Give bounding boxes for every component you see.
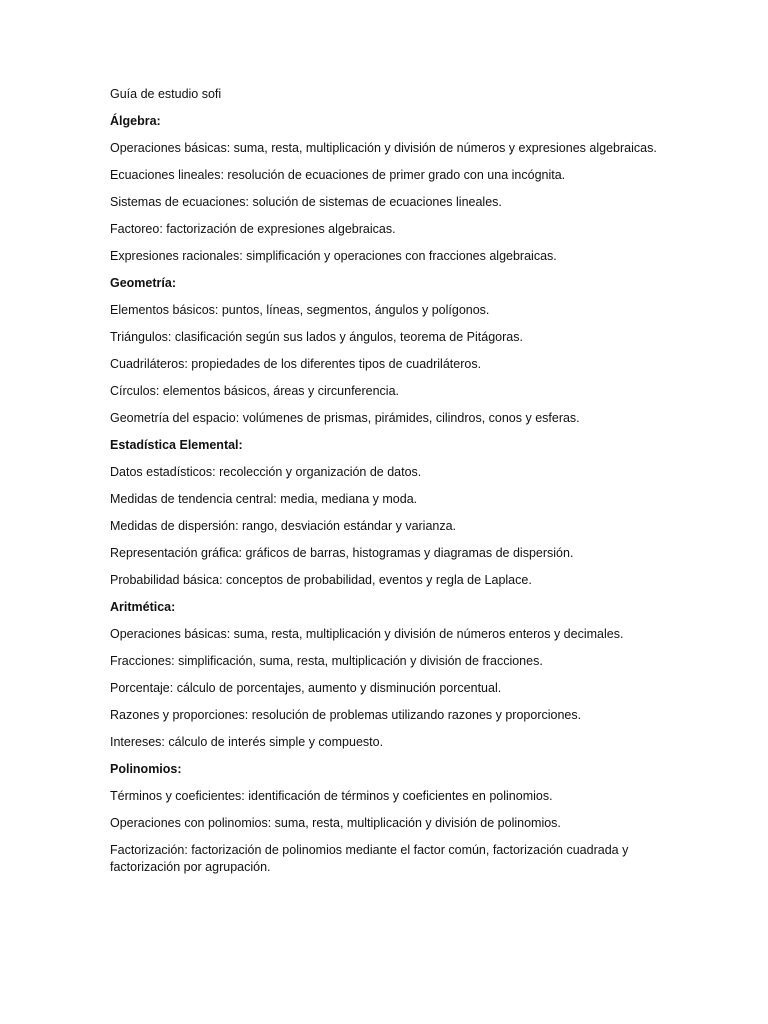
- list-item: Razones y proporciones: resolución de problemas utilizando razones y proporciones.: [110, 708, 582, 722]
- section-heading: Polinomios:: [110, 762, 182, 776]
- section-polinomios: [110, 761, 670, 876]
- list-item: Factoreo: factorización de expresiones algebraicas.: [110, 222, 396, 236]
- list-item: Probabilidad básica: conceptos de probabilidad, eventos y regla de Laplace.: [110, 573, 532, 587]
- list-item: Términos y coeficientes: identificación de términos y coeficientes en polinomios.: [110, 789, 553, 803]
- list-item: Representación gráfica: gráficos de barras, histogramas y diagramas de dispersión.: [110, 546, 574, 560]
- list-item: Geometría del espacio: volúmenes de prismas, pirámides, cilindros, conos y esferas.: [110, 411, 580, 425]
- list-item: Expresiones racionales: simplificación y operaciones con fracciones algebraicas.: [110, 249, 557, 263]
- section-geometria: [110, 275, 670, 427]
- list-item: Fracciones: simplificación, suma, resta, multiplicación y división de fracciones.: [110, 654, 543, 668]
- section-heading: Álgebra:: [110, 114, 161, 128]
- section-estadistica: [110, 437, 670, 589]
- list-item: Operaciones básicas: suma, resta, multiplicación y división de números enteros y decimales.: [110, 627, 624, 641]
- document-page: [110, 86, 670, 886]
- list-item: Triángulos: clasificación según sus lados y ángulos, teorema de Pitágoras.: [110, 330, 523, 344]
- section-heading: Aritmética:: [110, 600, 176, 614]
- list-item: Operaciones con polinomios: suma, resta, multiplicación y división de polinomios.: [110, 816, 561, 830]
- list-item: Datos estadísticos: recolección y organización de datos.: [110, 465, 422, 479]
- section-algebra: [110, 113, 670, 265]
- list-item: Sistemas de ecuaciones: solución de sistemas de ecuaciones lineales.: [110, 195, 502, 209]
- list-item: Cuadriláteros: propiedades de los diferentes tipos de cuadriláteros.: [110, 357, 482, 371]
- list-item: Factorización: factorización de polinomios mediante el factor común, factorización cuadrada y factorización por agrupación.: [110, 843, 629, 874]
- list-item: Operaciones básicas: suma, resta, multiplicación y división de números y expresiones algebraicas.: [110, 141, 657, 155]
- section-heading: Geometría:: [110, 276, 176, 290]
- list-item: Medidas de tendencia central: media, mediana y moda.: [110, 492, 418, 506]
- list-item: Medidas de dispersión: rango, desviación estándar y varianza.: [110, 519, 457, 533]
- document-title: Guía de estudio sofi: [110, 87, 222, 101]
- list-item: Ecuaciones lineales: resolución de ecuaciones de primer grado con una incógnita.: [110, 168, 566, 182]
- section-heading: Estadística Elemental:: [110, 438, 243, 452]
- list-item: Intereses: cálculo de interés simple y compuesto.: [110, 735, 384, 749]
- list-item: Porcentaje: cálculo de porcentajes, aumento y disminución porcentual.: [110, 681, 502, 695]
- list-item: Elementos básicos: puntos, líneas, segmentos, ángulos y polígonos.: [110, 303, 490, 317]
- list-item: Círculos: elementos básicos, áreas y circunferencia.: [110, 384, 400, 398]
- section-aritmetica: [110, 599, 670, 751]
